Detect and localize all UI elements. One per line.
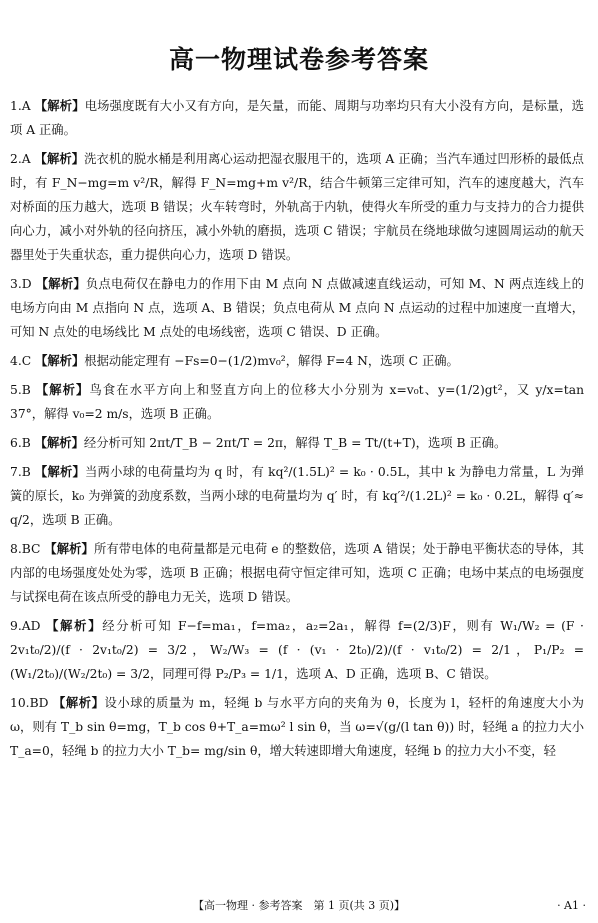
analysis-tag: 【解析】 <box>35 354 85 368</box>
item-number: 9. <box>10 619 22 633</box>
item-number: 6. <box>10 436 22 450</box>
analysis-tag: 【解析】 <box>52 696 105 710</box>
item-answer: A <box>21 152 31 166</box>
answer-item-5 <box>10 378 584 426</box>
analysis-tag: 【解析】 <box>35 277 86 291</box>
page-title: 高一物理试卷参考答案 <box>168 45 429 74</box>
analysis-tag: 【解析】 <box>46 619 103 633</box>
item-text: 当两小球的电荷量均为 q 时，有 kq²/(1.5L)² = k₀ · 0.5L，其中 k 为静电力常量，L 为弹簧的原长，k₀ 为弹簧的劲度系数，当两小球的电荷量均为 q′ 时，有 kq′²/(1.2L)² = k₀ · 0.2L，解得 q′≈ q/2，选项 B 正确。 <box>10 465 584 527</box>
item-answer: C <box>21 354 32 368</box>
answer-item-9 <box>10 614 584 686</box>
item-text: 经分析可知 F−f=ma₁，f=ma₂，a₂=2a₁，解得 f=(2/3)F，则有 W₁/W₂ = (F · 2v₁t₀/2)/(f · 2v₁t₀/2) = 3/2，W₂/W₃ = (f · (v₁ · 2t₀)/2)/(f · v₁t₀/2) = 2/1，P₁/P₂ = (W₁/2t₀)/(W₂/2t₀) = 3/2，同理可得 P₂/P₃ = 1/1，选项 A、D 正确，选项 B、C 错误。 <box>10 619 584 681</box>
item-number: 3. <box>10 277 22 291</box>
footer-page-info: 【高一物理 · 参考答案 第 1 页(共 3 页)】 <box>192 899 406 912</box>
item-answer: B <box>21 465 31 479</box>
item-text: 经分析可知 2πt/T_B − 2πt/T = 2π，解得 T_B = Tt/(t+T)，选项 B 正确。 <box>83 436 507 450</box>
analysis-tag: 【解析】 <box>34 152 85 166</box>
item-text: 负点电荷仅在静电力的作用下由 M 点向 N 点做减速直线运动，可知 M、N 两点连线上的电场方向由 M 点指向 N 点，选项 A、B 错误；负点电荷从 M 点向 N 点运动的过程中加速度一直增大，可知 N 点处的电场线比 M 点处的电场线密，选项 C 错误、D 正确。 <box>10 277 584 339</box>
item-answer: BD <box>29 696 49 710</box>
answer-item-3 <box>10 272 584 344</box>
item-answer: B <box>21 383 31 397</box>
answer-item-2 <box>10 147 584 267</box>
analysis-tag: 【解析】 <box>34 99 85 113</box>
page-footer <box>0 896 598 916</box>
item-number: 5. <box>10 383 22 397</box>
answer-item-6 <box>10 431 584 455</box>
item-number: 1. <box>10 99 22 113</box>
analysis-tag: 【解析】 <box>34 436 84 450</box>
answer-item-8 <box>10 537 584 609</box>
analysis-tag: 【解析】 <box>35 383 90 397</box>
answer-item-4 <box>10 349 584 373</box>
item-text: 设小球的质量为 m，轻绳 b 与水平方向的夹角为 θ，长度为 l，轻杆的角速度大小为 ω，则有 T_b sin θ=mg，T_b cos θ+T_a=mω² l sin θ，当 ω=√(g/(l tan θ)) 时，轻绳 a 的拉力大小 T_a=0，轻绳 b 的拉力大小 T_b= mg/sin θ，增大转速即增大角速度，轻绳 b 的拉力大小不变，轻 <box>10 696 584 758</box>
item-number: 2. <box>10 152 22 166</box>
item-answer: AD <box>21 619 41 633</box>
item-text: 根据动能定理有 −Fs=0−(1/2)mv₀²，解得 F=4 N，选项 C 正确。 <box>84 354 459 368</box>
answer-item-7 <box>10 460 584 532</box>
item-answer: D <box>21 277 32 291</box>
item-number: 7. <box>10 465 22 479</box>
item-answer: BC <box>21 542 41 556</box>
answer-item-10 <box>10 691 584 763</box>
item-number: 10. <box>10 696 30 710</box>
analysis-tag: 【解析】 <box>34 465 86 479</box>
item-text: 电场强度既有大小又有方向，是矢量，而能、周期与功率均只有大小没有方向，是标量，选项 A 正确。 <box>10 99 584 137</box>
item-text: 洗衣机的脱水桶是利用离心运动把湿衣服甩干的，选项 A 正确；当汽车通过凹形桥的最低点时，有 F_N−mg=m v²/R，解得 F_N=mg+m v²/R，结合牛顿第三定律可知，汽车的速度越大，汽车对桥面的压力越大，选项 B 错误；火车转弯时，外轨高于内轨，使得火车所受的重力与支持力的合力提供向心力，减小对外轨的径向挤压，减小外轨的磨损，选项 C 错误；宇航员在绕地球做匀速圆周运动的航天器里处于失重状态，重力提供向心力，选项 D 错误。 <box>10 152 584 262</box>
answer-item-1 <box>10 94 584 142</box>
analysis-tag: 【解析】 <box>44 542 94 556</box>
item-number: 8. <box>10 542 22 556</box>
item-answer: B <box>21 436 31 450</box>
answer-list <box>10 94 584 768</box>
item-answer: A <box>21 99 31 113</box>
footer-code: · A1 · <box>557 899 586 912</box>
item-text: 鸟食在水平方向上和竖直方向上的位移大小分别为 x=v₀t、y=(1/2)gt²，又 y/x=tan 37°，解得 v₀=2 m/s，选项 B 正确。 <box>10 383 584 421</box>
item-text: 所有带电体的电荷量都是元电荷 e 的整数倍，选项 A 错误；处于静电平衡状态的导体，其内部的电场强度处处为零，选项 B 正确；根据电荷守恒定律可知，选项 C 正确；电场中某点的电场强度与试探电荷在该点所受的静电力无关，选项 D 错误。 <box>10 542 584 604</box>
item-number: 4. <box>10 354 22 368</box>
